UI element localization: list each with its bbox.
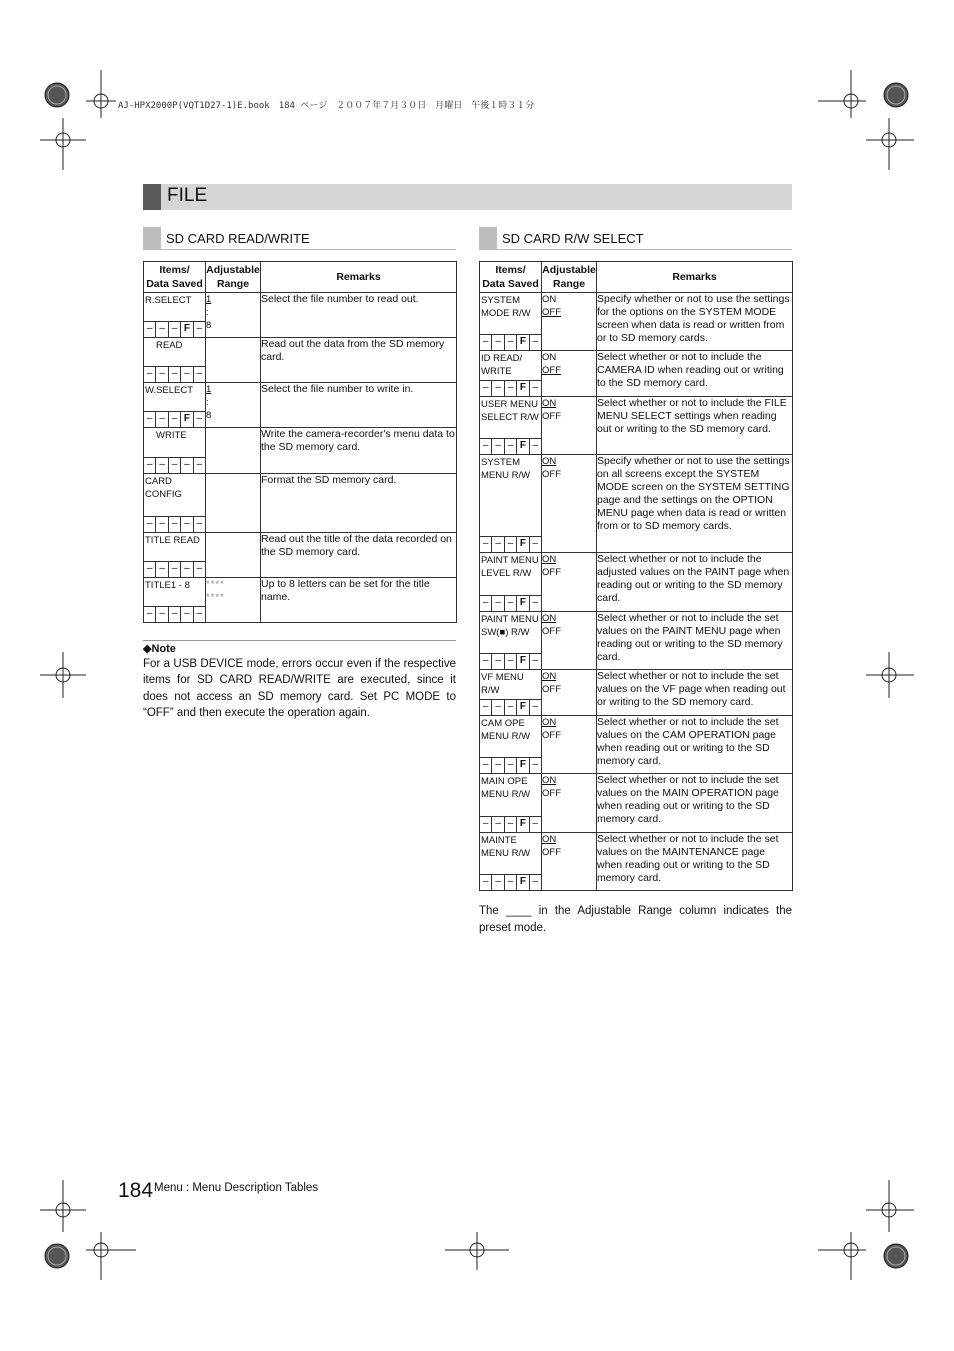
data-saved-cells: – – – F –: [144, 411, 205, 427]
table-row: [480, 716, 793, 774]
table-row: [144, 383, 457, 428]
sd-card-rw-select-table: [479, 261, 793, 891]
header-range: [542, 262, 597, 293]
note-title: ◆Note: [143, 643, 176, 655]
range-on: ON: [542, 352, 557, 363]
range-off: OFF: [542, 684, 561, 695]
remarks-cell: Select whether or not to include the CAMERA ID when reading out or writing to the SD memory card.: [597, 351, 793, 397]
header-remarks: Remarks: [261, 262, 457, 293]
remarks-cell: Write the camera-recorder's menu data to the SD memory card.: [261, 428, 457, 474]
remarks-cell: Select whether or not to include the adjusted values on the PAINT page when reading out or writing to the SD memory card.: [597, 553, 793, 612]
title-range-value: **** ****: [206, 579, 225, 603]
sd-card-read-write-table: [143, 261, 457, 623]
header-range-l2: Range: [216, 278, 250, 290]
note-rule: [143, 640, 456, 641]
remarks-cell: Format the SD memory card.: [261, 474, 457, 533]
note-body: For a USB DEVICE mode, errors occur even if the respective items for SD CARD READ/WRITE are executed, since it does not access an SD memory card. Set PC MODE to “OFF” and then execute the operation again.: [143, 658, 456, 720]
item-name: WRITE: [156, 430, 187, 441]
range-on: ON: [542, 717, 557, 728]
item-name: CARD CONFIG: [145, 476, 182, 500]
data-saved-cells: – – – F –: [480, 874, 541, 890]
remarks-cell: Up to 8 letters can be set for the title name.: [261, 578, 457, 623]
table-row: [144, 578, 457, 623]
header-items: [480, 262, 542, 293]
item-name: PAINT MENU SW(■) R/W: [481, 614, 539, 638]
range-off: OFF: [542, 411, 561, 422]
range-on: ON: [542, 398, 557, 409]
data-saved-cells: – – – F –: [480, 653, 541, 669]
left-subheader-title: SD CARD READ/WRITE: [166, 231, 310, 246]
table-row: [144, 338, 457, 383]
table-row: [144, 533, 457, 578]
range-cell: [542, 397, 597, 455]
range-on: ON: [542, 554, 557, 565]
remarks-cell: Select whether or not to include the set values on the VF page when reading out or writing to the SD memory card.: [597, 670, 793, 716]
range-cell: [542, 833, 597, 891]
range-cell: [542, 293, 597, 351]
item-name: READ: [156, 340, 183, 351]
data-saved-cells: – – – – –: [144, 366, 205, 382]
remarks-cell: Select whether or not to include the set values on the MAIN OPERATION page when reading out or writing to the SD memory card.: [597, 774, 793, 833]
remarks-cell: Select whether or not to include the set values on the MAINTENANCE page when reading out or writing to the SD memory card.: [597, 833, 793, 891]
right-subheader-title: SD CARD R/W SELECT: [502, 231, 644, 246]
item-name: ID READ/ WRITE: [481, 353, 523, 377]
range-on: ON: [542, 613, 557, 624]
header-range-l1: Adjustable: [206, 264, 260, 276]
item-name: CAM OPE MENU R/W: [481, 718, 531, 742]
page-number: 184: [118, 1179, 154, 1202]
data-saved-cells: – – – F –: [144, 321, 205, 337]
range-on: ON: [542, 775, 557, 786]
remarks-cell: Select the file number to read out.: [261, 293, 457, 338]
range-cell: [542, 351, 597, 397]
range-off: OFF: [542, 730, 561, 741]
table-row: [480, 612, 793, 670]
range-cell: 1 : 8: [206, 383, 261, 428]
range-cell: [542, 716, 597, 774]
range-cell: [206, 474, 261, 533]
preset-footnote: The ____ in the Adjustable Range column indicates the preset mode.: [479, 905, 792, 934]
section-title: FILE: [167, 185, 208, 206]
remarks-cell: Specify whether or not to use the settings on all screens except the SYSTEM MODE screen on the SYSTEM SETTING page and the settings on the OPTION MENU page when data is read or written from or to SD memory cards.: [597, 455, 793, 553]
range-off: OFF: [542, 847, 561, 858]
header-items-l2: Data Saved: [146, 278, 203, 290]
data-saved-cells: – – – – –: [144, 606, 205, 622]
range-off: OFF: [542, 469, 561, 480]
item-name: USER MENU SELECT R/W: [481, 399, 539, 423]
header-items-l1: Items/: [159, 264, 190, 276]
header-remarks: Remarks: [597, 262, 793, 293]
right-subheader: [479, 227, 792, 250]
range-off: OFF: [542, 567, 561, 578]
table-row: [480, 293, 793, 351]
print-header-line: AJ-HPX2000P(VQT1D27-1)E.book 184 ページ ２００７年７月３０日 月曜日 午後１時３１分: [118, 101, 535, 111]
header-items-l1: Items/: [495, 264, 526, 276]
range-cell: [542, 670, 597, 716]
right-subheader-block: [479, 227, 497, 249]
range-off: OFF: [542, 365, 561, 376]
section-header-block: [143, 184, 161, 210]
item-name: SYSTEM MODE R/W: [481, 295, 531, 319]
data-saved-cells: – – – F –: [480, 757, 541, 773]
table-row: [144, 293, 457, 338]
range-off: OFF: [542, 626, 561, 637]
header-items: [144, 262, 206, 293]
range-off: OFF: [542, 788, 561, 799]
table-row: [144, 428, 457, 474]
data-saved-cells: – – – – –: [144, 516, 205, 532]
remarks-cell: Select whether or not to include the FILE MENU SELECT settings when reading out or writing to the SD memory card.: [597, 397, 793, 455]
item-name: SYSTEM MENU R/W: [481, 457, 531, 481]
section-header: [143, 184, 792, 210]
item-name: MAIN OPE MENU R/W: [481, 776, 531, 800]
range-cell: [206, 338, 261, 383]
item-name: MAINTE MENU R/W: [481, 835, 531, 859]
item-name: W.SELECT: [145, 385, 194, 396]
data-saved-cells: – – – F –: [480, 699, 541, 715]
range-cell: [206, 533, 261, 578]
table-row: [480, 833, 793, 891]
remarks-cell: Select the file number to write in.: [261, 383, 457, 428]
remarks-cell: Specify whether or not to use the settings for the options on the SYSTEM MODE screen when data is read or written from or to SD memory cards.: [597, 293, 793, 351]
data-saved-cells: – – – F –: [480, 438, 541, 454]
range-on: ON: [542, 294, 557, 305]
header-items-l2: Data Saved: [482, 278, 539, 290]
range-cell: [542, 553, 597, 612]
left-subheader: [143, 227, 456, 250]
range-on: ON: [542, 456, 557, 467]
data-saved-cells: – – – – –: [144, 457, 205, 473]
remarks-cell: Select whether or not to include the set values on the PAINT MENU page when reading out or writing to the SD memory card.: [597, 612, 793, 670]
range-cell: [542, 455, 597, 553]
table-row: [144, 474, 457, 533]
range-cell: [542, 774, 597, 833]
data-saved-cells: – – – F –: [480, 595, 541, 611]
data-saved-cells: – – – F –: [480, 536, 541, 552]
remarks-cell: Read out the data from the SD memory card.: [261, 338, 457, 383]
data-saved-cells: – – – F –: [480, 380, 541, 396]
table-row: [480, 455, 793, 553]
item-name: R.SELECT: [145, 295, 192, 306]
table-row: [480, 397, 793, 455]
item-name: TITLE1 - 8: [145, 580, 190, 591]
data-saved-cells: – – – – –: [144, 561, 205, 577]
remarks-cell: Read out the title of the data recorded on the SD memory card.: [261, 533, 457, 578]
table-row: [480, 670, 793, 716]
item-name: PAINT MENU LEVEL R/W: [481, 555, 539, 579]
item-name: VF MENU R/W: [481, 672, 524, 696]
range-on: ON: [542, 671, 557, 682]
item-name: TITLE READ: [145, 535, 200, 546]
data-saved-cells: – – – F –: [480, 334, 541, 350]
page-label: Menu : Menu Description Tables: [154, 1182, 319, 1194]
header-range-l2: Range: [552, 278, 586, 290]
header-range-l1: Adjustable: [542, 264, 596, 276]
table-row: [480, 351, 793, 397]
data-saved-cells: – – – F –: [480, 816, 541, 832]
table-row: [480, 774, 793, 833]
range-cell: [206, 578, 261, 623]
range-on: ON: [542, 834, 557, 845]
left-subheader-block: [143, 227, 161, 249]
range-cell: 1 : 8: [206, 293, 261, 338]
remarks-cell: Select whether or not to include the set values on the CAM OPERATION page when reading out or writing to the SD memory card.: [597, 716, 793, 774]
header-range: [206, 262, 261, 293]
range-cell: [206, 428, 261, 474]
range-off: OFF: [542, 307, 561, 318]
table-row: [480, 553, 793, 612]
range-cell: [542, 612, 597, 670]
